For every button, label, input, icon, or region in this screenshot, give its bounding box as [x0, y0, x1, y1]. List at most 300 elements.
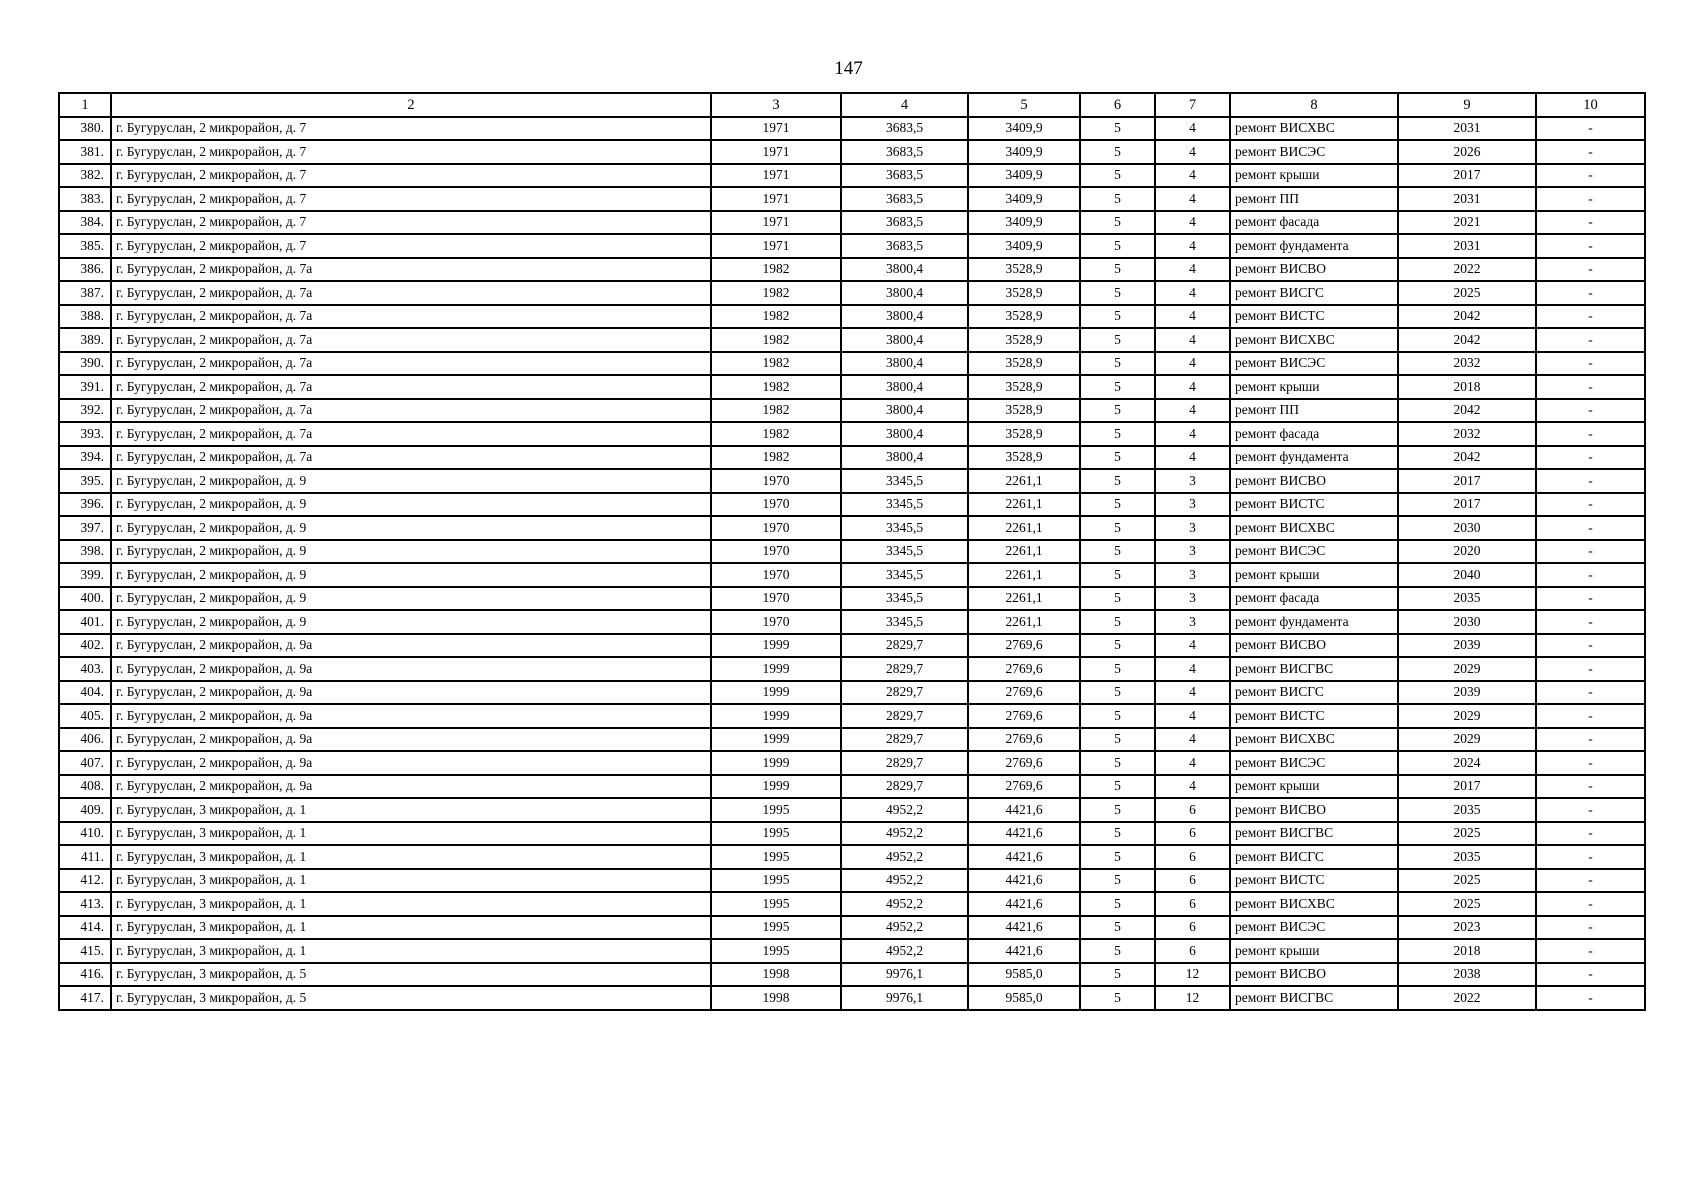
planned-year-cell: 2018: [1398, 375, 1536, 399]
row-number-cell: 410.: [59, 822, 111, 846]
year-cell: 1995: [711, 939, 841, 963]
total-area-cell: 4952,2: [841, 892, 968, 916]
row-number-cell: 397.: [59, 516, 111, 540]
work-type-cell: ремонт ВИСЭС: [1230, 140, 1398, 164]
repair-schedule-table: [58, 92, 1646, 1011]
work-type-cell: ремонт ВИСТС: [1230, 869, 1398, 893]
address-cell: г. Бугуруслан, 2 микрорайон, д. 9а: [111, 681, 711, 705]
table-row: [59, 751, 1645, 775]
floors-cell: 5: [1080, 916, 1155, 940]
table-row: [59, 892, 1645, 916]
note-cell: -: [1536, 187, 1645, 211]
column-header-3: 3: [711, 93, 841, 117]
row-number-cell: 398.: [59, 540, 111, 564]
planned-year-cell: 2035: [1398, 798, 1536, 822]
address-cell: г. Бугуруслан, 2 микрорайон, д. 9: [111, 540, 711, 564]
total-area-cell: 4952,2: [841, 798, 968, 822]
living-area-cell: 3528,9: [968, 446, 1080, 470]
total-area-cell: 3345,5: [841, 563, 968, 587]
table-row: [59, 798, 1645, 822]
note-cell: -: [1536, 822, 1645, 846]
year-cell: 1982: [711, 281, 841, 305]
floors-cell: 5: [1080, 563, 1155, 587]
entrances-cell: 4: [1155, 728, 1230, 752]
total-area-cell: 3345,5: [841, 610, 968, 634]
row-number-cell: 412.: [59, 869, 111, 893]
entrances-cell: 4: [1155, 399, 1230, 423]
year-cell: 1995: [711, 822, 841, 846]
living-area-cell: 3409,9: [968, 211, 1080, 235]
floors-cell: 5: [1080, 140, 1155, 164]
total-area-cell: 3683,5: [841, 187, 968, 211]
row-number-cell: 382.: [59, 164, 111, 188]
note-cell: -: [1536, 422, 1645, 446]
floors-cell: 5: [1080, 845, 1155, 869]
year-cell: 1999: [711, 751, 841, 775]
living-area-cell: 4421,6: [968, 916, 1080, 940]
year-cell: 1970: [711, 469, 841, 493]
address-cell: г. Бугуруслан, 3 микрорайон, д. 1: [111, 822, 711, 846]
table-row: [59, 187, 1645, 211]
note-cell: -: [1536, 916, 1645, 940]
address-cell: г. Бугуруслан, 2 микрорайон, д. 9: [111, 469, 711, 493]
floors-cell: 5: [1080, 352, 1155, 376]
row-number-cell: 384.: [59, 211, 111, 235]
total-area-cell: 3800,4: [841, 399, 968, 423]
entrances-cell: 4: [1155, 775, 1230, 799]
table-row: [59, 422, 1645, 446]
year-cell: 1982: [711, 446, 841, 470]
work-type-cell: ремонт ВИСХВС: [1230, 892, 1398, 916]
address-cell: г. Бугуруслан, 2 микрорайон, д. 9: [111, 587, 711, 611]
row-number-cell: 396.: [59, 493, 111, 517]
row-number-cell: 414.: [59, 916, 111, 940]
entrances-cell: 3: [1155, 516, 1230, 540]
floors-cell: 5: [1080, 540, 1155, 564]
entrances-cell: 4: [1155, 234, 1230, 258]
note-cell: -: [1536, 540, 1645, 564]
column-header-6: 6: [1080, 93, 1155, 117]
address-cell: г. Бугуруслан, 2 микрорайон, д. 7: [111, 234, 711, 258]
table-row: [59, 610, 1645, 634]
year-cell: 1982: [711, 399, 841, 423]
planned-year-cell: 2026: [1398, 140, 1536, 164]
planned-year-cell: 2029: [1398, 657, 1536, 681]
year-cell: 1999: [711, 775, 841, 799]
year-cell: 1995: [711, 869, 841, 893]
address-cell: г. Бугуруслан, 2 микрорайон, д. 9а: [111, 751, 711, 775]
total-area-cell: 2829,7: [841, 775, 968, 799]
table-row: [59, 258, 1645, 282]
work-type-cell: ремонт ВИСЭС: [1230, 540, 1398, 564]
floors-cell: 5: [1080, 657, 1155, 681]
address-cell: г. Бугуруслан, 3 микрорайон, д. 1: [111, 869, 711, 893]
address-cell: г. Бугуруслан, 3 микрорайон, д. 5: [111, 963, 711, 987]
address-cell: г. Бугуруслан, 2 микрорайон, д. 9а: [111, 634, 711, 658]
total-area-cell: 3683,5: [841, 140, 968, 164]
note-cell: -: [1536, 375, 1645, 399]
living-area-cell: 2261,1: [968, 587, 1080, 611]
living-area-cell: 3528,9: [968, 375, 1080, 399]
row-number-cell: 390.: [59, 352, 111, 376]
living-area-cell: 3409,9: [968, 234, 1080, 258]
note-cell: -: [1536, 211, 1645, 235]
year-cell: 1999: [711, 657, 841, 681]
year-cell: 1998: [711, 963, 841, 987]
floors-cell: 5: [1080, 798, 1155, 822]
planned-year-cell: 2018: [1398, 939, 1536, 963]
note-cell: -: [1536, 986, 1645, 1010]
work-type-cell: ремонт ВИСВО: [1230, 963, 1398, 987]
work-type-cell: ремонт ВИСВО: [1230, 798, 1398, 822]
living-area-cell: 2769,6: [968, 657, 1080, 681]
table-row: [59, 963, 1645, 987]
table-row: [59, 140, 1645, 164]
work-type-cell: ремонт ВИСГС: [1230, 681, 1398, 705]
planned-year-cell: 2031: [1398, 234, 1536, 258]
table-row: [59, 117, 1645, 141]
entrances-cell: 4: [1155, 751, 1230, 775]
total-area-cell: 3683,5: [841, 164, 968, 188]
table-row: [59, 634, 1645, 658]
planned-year-cell: 2017: [1398, 164, 1536, 188]
address-cell: г. Бугуруслан, 2 микрорайон, д. 9: [111, 516, 711, 540]
planned-year-cell: 2042: [1398, 399, 1536, 423]
total-area-cell: 3800,4: [841, 258, 968, 282]
planned-year-cell: 2017: [1398, 493, 1536, 517]
address-cell: г. Бугуруслан, 2 микрорайон, д. 7а: [111, 305, 711, 329]
entrances-cell: 3: [1155, 610, 1230, 634]
year-cell: 1970: [711, 587, 841, 611]
planned-year-cell: 2024: [1398, 751, 1536, 775]
living-area-cell: 4421,6: [968, 939, 1080, 963]
total-area-cell: 2829,7: [841, 634, 968, 658]
living-area-cell: 4421,6: [968, 845, 1080, 869]
note-cell: -: [1536, 446, 1645, 470]
planned-year-cell: 2025: [1398, 869, 1536, 893]
column-header-1: 1: [59, 93, 111, 117]
note-cell: -: [1536, 516, 1645, 540]
work-type-cell: ремонт ВИСХВС: [1230, 328, 1398, 352]
note-cell: -: [1536, 469, 1645, 493]
floors-cell: 5: [1080, 258, 1155, 282]
living-area-cell: 2261,1: [968, 469, 1080, 493]
address-cell: г. Бугуруслан, 2 микрорайон, д. 9а: [111, 657, 711, 681]
table-row: [59, 375, 1645, 399]
year-cell: 1999: [711, 681, 841, 705]
column-header-2: 2: [111, 93, 711, 117]
note-cell: -: [1536, 634, 1645, 658]
work-type-cell: ремонт ВИСГВС: [1230, 822, 1398, 846]
year-cell: 1982: [711, 305, 841, 329]
total-area-cell: 3683,5: [841, 234, 968, 258]
entrances-cell: 4: [1155, 281, 1230, 305]
entrances-cell: 4: [1155, 140, 1230, 164]
total-area-cell: 3345,5: [841, 516, 968, 540]
note-cell: -: [1536, 140, 1645, 164]
total-area-cell: 9976,1: [841, 986, 968, 1010]
year-cell: 1995: [711, 892, 841, 916]
note-cell: -: [1536, 939, 1645, 963]
row-number-cell: 417.: [59, 986, 111, 1010]
entrances-cell: 3: [1155, 563, 1230, 587]
work-type-cell: ремонт ВИСГС: [1230, 281, 1398, 305]
planned-year-cell: 2031: [1398, 187, 1536, 211]
row-number-cell: 383.: [59, 187, 111, 211]
year-cell: 1982: [711, 258, 841, 282]
row-number-cell: 386.: [59, 258, 111, 282]
address-cell: г. Бугуруслан, 2 микрорайон, д. 7а: [111, 422, 711, 446]
entrances-cell: 4: [1155, 657, 1230, 681]
living-area-cell: 3528,9: [968, 281, 1080, 305]
table-row: [59, 164, 1645, 188]
column-header-5: 5: [968, 93, 1080, 117]
year-cell: 1970: [711, 563, 841, 587]
row-number-cell: 415.: [59, 939, 111, 963]
work-type-cell: ремонт ВИСТС: [1230, 704, 1398, 728]
address-cell: г. Бугуруслан, 2 микрорайон, д. 7: [111, 164, 711, 188]
work-type-cell: ремонт ВИСГВС: [1230, 986, 1398, 1010]
row-number-cell: 388.: [59, 305, 111, 329]
year-cell: 1982: [711, 422, 841, 446]
year-cell: 1970: [711, 610, 841, 634]
column-header-9: 9: [1398, 93, 1536, 117]
table-row: [59, 704, 1645, 728]
total-area-cell: 3683,5: [841, 117, 968, 141]
work-type-cell: ремонт фасада: [1230, 422, 1398, 446]
row-number-cell: 401.: [59, 610, 111, 634]
table-row: [59, 469, 1645, 493]
row-number-cell: 402.: [59, 634, 111, 658]
row-number-cell: 411.: [59, 845, 111, 869]
entrances-cell: 4: [1155, 375, 1230, 399]
planned-year-cell: 2030: [1398, 516, 1536, 540]
year-cell: 1982: [711, 375, 841, 399]
entrances-cell: 6: [1155, 798, 1230, 822]
total-area-cell: 3800,4: [841, 305, 968, 329]
table-row: [59, 305, 1645, 329]
living-area-cell: 3409,9: [968, 140, 1080, 164]
note-cell: -: [1536, 845, 1645, 869]
address-cell: г. Бугуруслан, 2 микрорайон, д. 7: [111, 117, 711, 141]
floors-cell: 5: [1080, 469, 1155, 493]
floors-cell: 5: [1080, 892, 1155, 916]
table-row: [59, 939, 1645, 963]
row-number-cell: 387.: [59, 281, 111, 305]
table-row: [59, 328, 1645, 352]
total-area-cell: 2829,7: [841, 728, 968, 752]
note-cell: -: [1536, 963, 1645, 987]
row-number-cell: 404.: [59, 681, 111, 705]
total-area-cell: 3345,5: [841, 493, 968, 517]
planned-year-cell: 2042: [1398, 328, 1536, 352]
living-area-cell: 3409,9: [968, 187, 1080, 211]
work-type-cell: ремонт фундамента: [1230, 610, 1398, 634]
living-area-cell: 4421,6: [968, 822, 1080, 846]
total-area-cell: 3800,4: [841, 281, 968, 305]
planned-year-cell: 2025: [1398, 892, 1536, 916]
floors-cell: 5: [1080, 305, 1155, 329]
entrances-cell: 6: [1155, 892, 1230, 916]
planned-year-cell: 2022: [1398, 258, 1536, 282]
address-cell: г. Бугуруслан, 2 микрорайон, д. 7а: [111, 328, 711, 352]
living-area-cell: 3528,9: [968, 258, 1080, 282]
note-cell: -: [1536, 305, 1645, 329]
work-type-cell: ремонт ВИСЭС: [1230, 352, 1398, 376]
entrances-cell: 4: [1155, 328, 1230, 352]
floors-cell: 5: [1080, 751, 1155, 775]
address-cell: г. Бугуруслан, 2 микрорайон, д. 9а: [111, 775, 711, 799]
planned-year-cell: 2039: [1398, 634, 1536, 658]
floors-cell: 5: [1080, 117, 1155, 141]
address-cell: г. Бугуруслан, 2 микрорайон, д. 9: [111, 493, 711, 517]
living-area-cell: 9585,0: [968, 963, 1080, 987]
row-number-cell: 400.: [59, 587, 111, 611]
work-type-cell: ремонт ПП: [1230, 399, 1398, 423]
table-row: [59, 775, 1645, 799]
note-cell: -: [1536, 657, 1645, 681]
total-area-cell: 2829,7: [841, 681, 968, 705]
living-area-cell: 3528,9: [968, 399, 1080, 423]
work-type-cell: ремонт фундамента: [1230, 234, 1398, 258]
address-cell: г. Бугуруслан, 3 микрорайон, д. 5: [111, 986, 711, 1010]
row-number-cell: 416.: [59, 963, 111, 987]
entrances-cell: 4: [1155, 211, 1230, 235]
planned-year-cell: 2029: [1398, 704, 1536, 728]
total-area-cell: 3800,4: [841, 328, 968, 352]
work-type-cell: ремонт ВИСЭС: [1230, 751, 1398, 775]
entrances-cell: 6: [1155, 822, 1230, 846]
address-cell: г. Бугуруслан, 3 микрорайон, д. 1: [111, 939, 711, 963]
entrances-cell: 4: [1155, 187, 1230, 211]
note-cell: -: [1536, 258, 1645, 282]
planned-year-cell: 2029: [1398, 728, 1536, 752]
address-cell: г. Бугуруслан, 3 микрорайон, д. 1: [111, 798, 711, 822]
living-area-cell: 3528,9: [968, 422, 1080, 446]
year-cell: 1970: [711, 493, 841, 517]
floors-cell: 5: [1080, 728, 1155, 752]
floors-cell: 5: [1080, 422, 1155, 446]
note-cell: -: [1536, 281, 1645, 305]
floors-cell: 5: [1080, 869, 1155, 893]
table-row: [59, 681, 1645, 705]
row-number-cell: 407.: [59, 751, 111, 775]
year-cell: 1971: [711, 234, 841, 258]
page-number: 147: [834, 58, 863, 79]
table-row: [59, 540, 1645, 564]
entrances-cell: 4: [1155, 634, 1230, 658]
entrances-cell: 4: [1155, 305, 1230, 329]
planned-year-cell: 2020: [1398, 540, 1536, 564]
floors-cell: 5: [1080, 704, 1155, 728]
table-row: [59, 916, 1645, 940]
living-area-cell: 2769,6: [968, 751, 1080, 775]
entrances-cell: 6: [1155, 939, 1230, 963]
note-cell: -: [1536, 587, 1645, 611]
planned-year-cell: 2031: [1398, 117, 1536, 141]
address-cell: г. Бугуруслан, 2 микрорайон, д. 7а: [111, 375, 711, 399]
table-row: [59, 399, 1645, 423]
living-area-cell: 2769,6: [968, 704, 1080, 728]
year-cell: 1970: [711, 540, 841, 564]
address-cell: г. Бугуруслан, 2 микрорайон, д. 7а: [111, 352, 711, 376]
planned-year-cell: 2038: [1398, 963, 1536, 987]
floors-cell: 5: [1080, 634, 1155, 658]
row-number-cell: 389.: [59, 328, 111, 352]
note-cell: -: [1536, 563, 1645, 587]
column-header-8: 8: [1230, 93, 1398, 117]
floors-cell: 5: [1080, 610, 1155, 634]
total-area-cell: 9976,1: [841, 963, 968, 987]
table-row: [59, 869, 1645, 893]
year-cell: 1999: [711, 704, 841, 728]
year-cell: 1971: [711, 187, 841, 211]
living-area-cell: 2261,1: [968, 563, 1080, 587]
planned-year-cell: 2032: [1398, 352, 1536, 376]
address-cell: г. Бугуруслан, 2 микрорайон, д. 7а: [111, 446, 711, 470]
floors-cell: 5: [1080, 328, 1155, 352]
planned-year-cell: 2025: [1398, 822, 1536, 846]
row-number-cell: 394.: [59, 446, 111, 470]
column-header-4: 4: [841, 93, 968, 117]
note-cell: -: [1536, 117, 1645, 141]
planned-year-cell: 2042: [1398, 446, 1536, 470]
work-type-cell: ремонт ВИСХВС: [1230, 516, 1398, 540]
note-cell: -: [1536, 610, 1645, 634]
floors-cell: 5: [1080, 211, 1155, 235]
note-cell: -: [1536, 704, 1645, 728]
floors-cell: 5: [1080, 375, 1155, 399]
note-cell: -: [1536, 234, 1645, 258]
row-number-cell: 385.: [59, 234, 111, 258]
planned-year-cell: 2040: [1398, 563, 1536, 587]
floors-cell: 5: [1080, 587, 1155, 611]
work-type-cell: ремонт крыши: [1230, 775, 1398, 799]
work-type-cell: ремонт ВИСТС: [1230, 305, 1398, 329]
work-type-cell: ремонт ВИСВО: [1230, 258, 1398, 282]
planned-year-cell: 2032: [1398, 422, 1536, 446]
table-body: [59, 117, 1645, 1010]
total-area-cell: 2829,7: [841, 751, 968, 775]
planned-year-cell: 2042: [1398, 305, 1536, 329]
row-number-cell: 409.: [59, 798, 111, 822]
living-area-cell: 2261,1: [968, 540, 1080, 564]
year-cell: 1982: [711, 328, 841, 352]
planned-year-cell: 2017: [1398, 469, 1536, 493]
work-type-cell: ремонт ВИСХВС: [1230, 117, 1398, 141]
work-type-cell: ремонт ВИСВО: [1230, 469, 1398, 493]
work-type-cell: ремонт крыши: [1230, 939, 1398, 963]
total-area-cell: 4952,2: [841, 869, 968, 893]
address-cell: г. Бугуруслан, 2 микрорайон, д. 9: [111, 563, 711, 587]
living-area-cell: 2769,6: [968, 775, 1080, 799]
note-cell: -: [1536, 328, 1645, 352]
total-area-cell: 4952,2: [841, 939, 968, 963]
floors-cell: 5: [1080, 822, 1155, 846]
year-cell: 1998: [711, 986, 841, 1010]
year-cell: 1999: [711, 728, 841, 752]
year-cell: 1995: [711, 798, 841, 822]
living-area-cell: 4421,6: [968, 798, 1080, 822]
year-cell: 1971: [711, 164, 841, 188]
note-cell: -: [1536, 775, 1645, 799]
address-cell: г. Бугуруслан, 2 микрорайон, д. 9: [111, 610, 711, 634]
total-area-cell: 3683,5: [841, 211, 968, 235]
living-area-cell: 4421,6: [968, 869, 1080, 893]
work-type-cell: ремонт ВИСЭС: [1230, 916, 1398, 940]
entrances-cell: 4: [1155, 681, 1230, 705]
floors-cell: 5: [1080, 281, 1155, 305]
